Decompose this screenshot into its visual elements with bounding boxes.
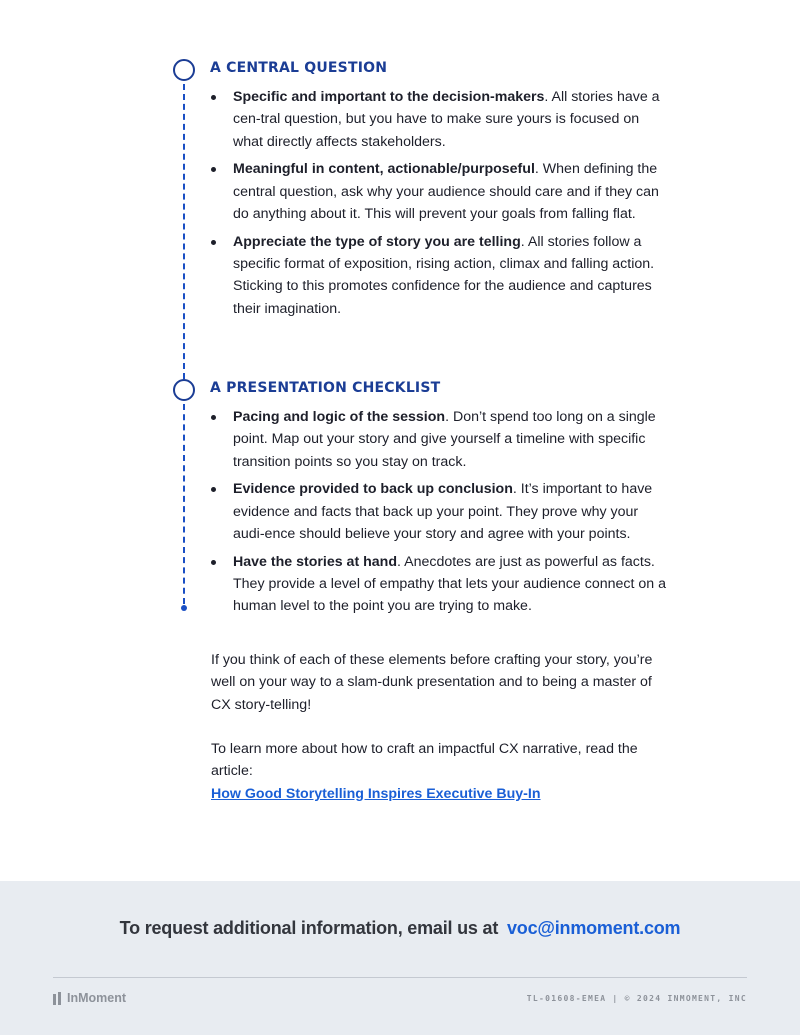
contact-cta	[0, 918, 800, 939]
learn-more-block	[211, 738, 671, 805]
list-item	[210, 406, 670, 473]
bullet-title: Have the stories at hand	[233, 553, 397, 570]
bullet-text: . It’s important to have evidence and facts that back up your point. They prove why your audi-ence should believe your story and agree with your points.	[233, 481, 653, 542]
section-central-question	[210, 59, 670, 325]
inmoment-logo-icon	[53, 992, 63, 1005]
timeline-connector	[183, 404, 185, 604]
bullet-title: Meaningful in content, actionable/purposeful	[233, 161, 535, 178]
bullet-text: . All stories follow a specific format of exposition, rising action, climax and falling action. Sticking to this promotes confidence for the audience and captures their imagination.	[233, 233, 655, 317]
section-heading: A PRESENTATION CHECKLIST	[210, 380, 441, 396]
section-2-marker-icon	[173, 379, 195, 401]
list-item	[210, 231, 670, 320]
bullet-text: . All stories have a cen-tral question, but you have to make sure yours is focused on what directly affects stakeholders.	[233, 89, 660, 150]
bullet-text: . Anecdotes are just as powerful as facts. They provide a level of empathy that lets your audience connect on a human level to the point you are trying to make.	[233, 553, 666, 615]
list-item	[210, 86, 670, 153]
timeline-connector	[183, 84, 185, 379]
timeline-end-dot	[181, 605, 187, 611]
learn-more-text: To learn more about how to craft an impactful CX narrative, read the article:	[211, 741, 638, 780]
cta-text: To request additional information, email us at	[119, 918, 499, 938]
email-link[interactable]: voc@inmoment.com	[506, 918, 681, 938]
bullet-text: . Don’t spend too long on a single point. Map out your story and give yourself a timeline with specific transition points so you stay on track.	[233, 409, 656, 470]
article-link[interactable]: How Good Storytelling Inspires Executive Buy-In	[211, 785, 541, 802]
closing-paragraph: If you think of each of these elements before crafting your story, you’re well on your way to a slam-dunk presentation and to being a master of CX story-telling!	[211, 652, 653, 713]
bullet-title: Specific and important to the decision-makers	[233, 89, 545, 105]
brand-name: InMoment	[67, 991, 127, 1005]
list-item	[210, 551, 670, 618]
list-item	[210, 158, 670, 225]
bullet-title: Evidence provided to back up conclusion	[233, 481, 513, 498]
brand-logo	[53, 991, 126, 1005]
section-heading: A CENTRAL QUESTION	[210, 60, 388, 76]
bullet-text: . When defining the central question, ask why your audience should care and if they can do anything about it. This will prevent your goals from falling flat.	[233, 161, 659, 222]
section-1-marker-icon	[173, 59, 195, 81]
footer	[0, 881, 800, 1035]
list-item	[210, 478, 670, 545]
bullet-title: Pacing and logic of the session	[233, 409, 446, 425]
section-presentation-checklist	[210, 379, 670, 623]
footer-divider	[53, 977, 747, 978]
bullet-title: Appreciate the type of story you are telling	[233, 233, 521, 250]
copyright-text: TL-01608-EMEA | © 2024 INMOMENT, INC	[526, 994, 747, 1003]
